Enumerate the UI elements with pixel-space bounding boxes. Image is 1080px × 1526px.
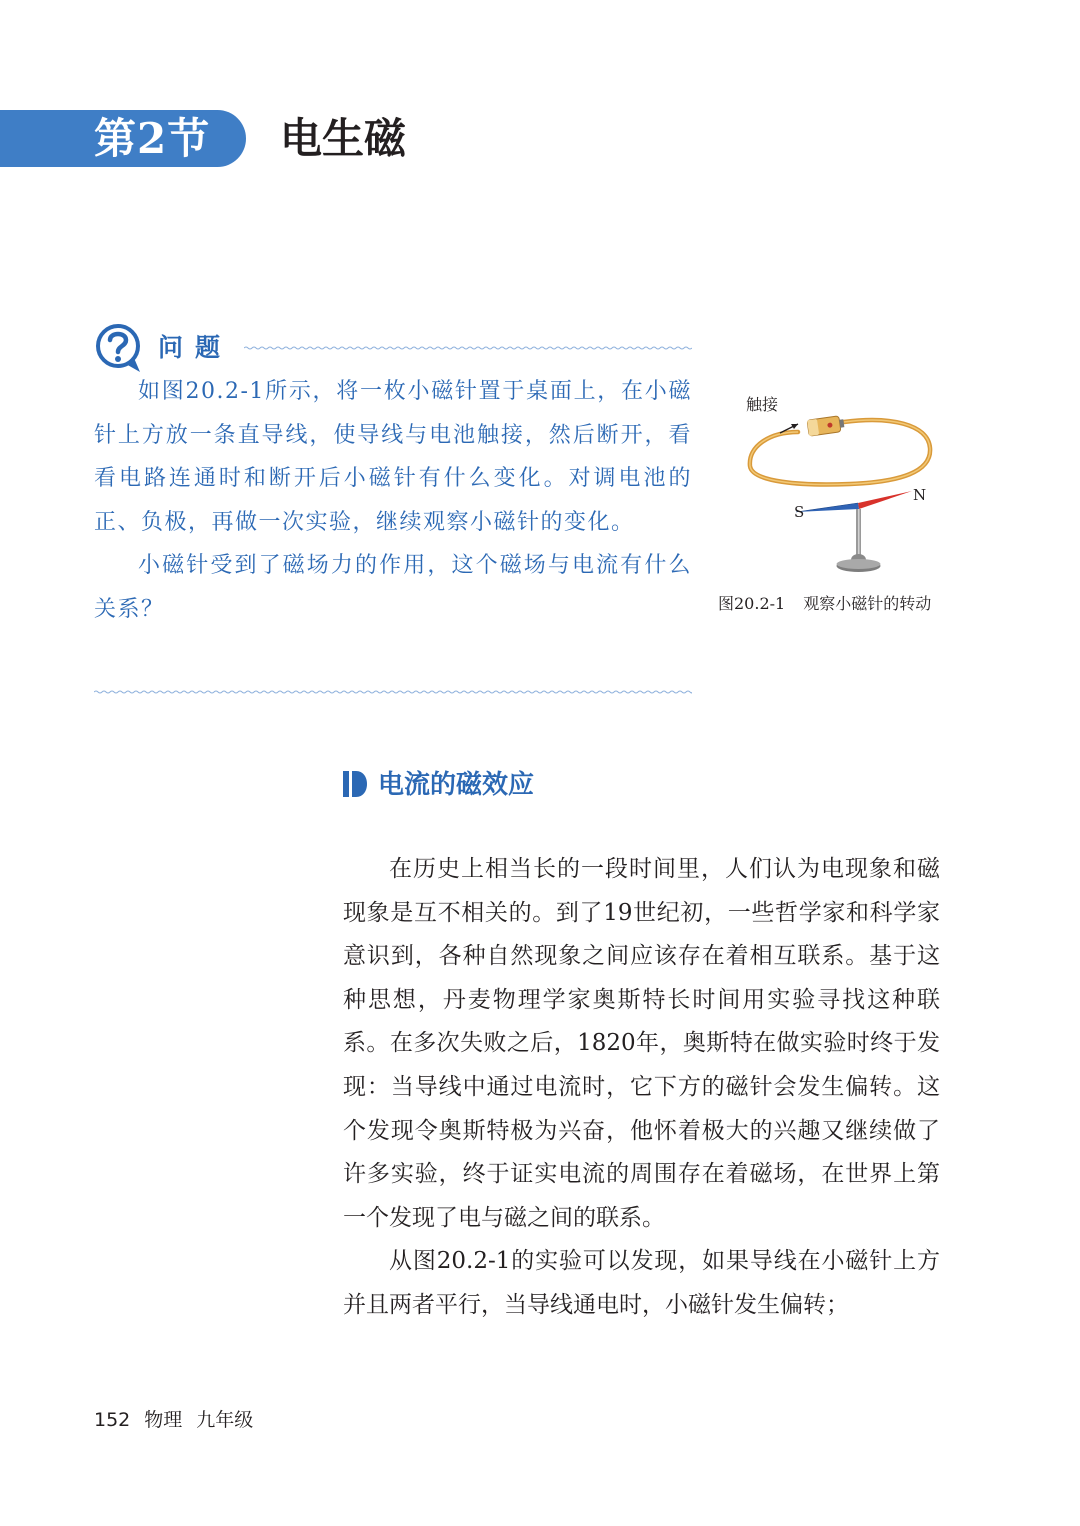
body-paragraph: 在历史上相当长的一段时间里，人们认为电现象和磁现象是互不相关的。到了19世纪初，一些哲学家和科学家意识到，各种自然现象之间应该存在着相互联系。基于这种思想，丹麦物理学家奥斯特长时间用实验寻找这种联系。在多次失败之后，1820年，奥斯特在做实验时终于发现：当导线中通过电流时，它下方的磁针会发生偏转。这个发现令奥斯特极为兴奋，他怀着极大的兴趣又继续做了许多实验，终于证实电流的周围存在着磁场，在世界上第一个发现了电与磁之间的联系。: [343, 856, 940, 1231]
page-footer: [94, 1404, 253, 1436]
page-number: 152: [94, 1409, 131, 1431]
compass-wire-figure: [740, 388, 940, 578]
book-grade: 九年级: [196, 1409, 254, 1431]
section-number: 第2节: [94, 114, 211, 163]
figure-caption-number: 图20.2-1: [718, 594, 786, 613]
figure-label-n: N: [913, 486, 927, 504]
compass-needle-icon: [796, 491, 912, 512]
section-title: 电生磁: [280, 114, 407, 163]
figure-caption-text: 观察小磁针的转动: [803, 594, 932, 613]
problem-paragraph: 如图20.2-1所示，将一枚小磁针置于桌面上，在小磁针上方放一条直导线，使导线与电池触接，然后断开，看看电路连通时和断开后小磁针有什么变化。对调电池的正、负极，再做一次实验，继续观察小磁针的变化。: [94, 379, 692, 535]
figure-caption: [718, 592, 931, 616]
problem-text: [94, 370, 692, 632]
question-mark-icon: [94, 322, 142, 374]
battery-icon: [807, 415, 845, 436]
wavy-divider: [244, 346, 692, 350]
problem-paragraph: 小磁针受到了磁场力的作用，这个磁场与电流有什么关系？: [94, 553, 692, 622]
book-subject: 物理: [144, 1409, 183, 1431]
section-marker-icon: [343, 771, 367, 797]
figure-label-s: S: [794, 503, 805, 521]
body-text: [343, 848, 940, 1328]
body-paragraph: 从图20.2-1的实验可以发现，如果导线在小磁针上方并且两者平行，当导线通电时，小磁针发生偏转；: [343, 1248, 940, 1318]
problem-label: 问题: [158, 333, 233, 362]
wavy-divider: [94, 690, 692, 694]
figure-label-touch: 触接: [746, 395, 779, 414]
subsection-title: 电流的磁效应: [378, 770, 535, 800]
